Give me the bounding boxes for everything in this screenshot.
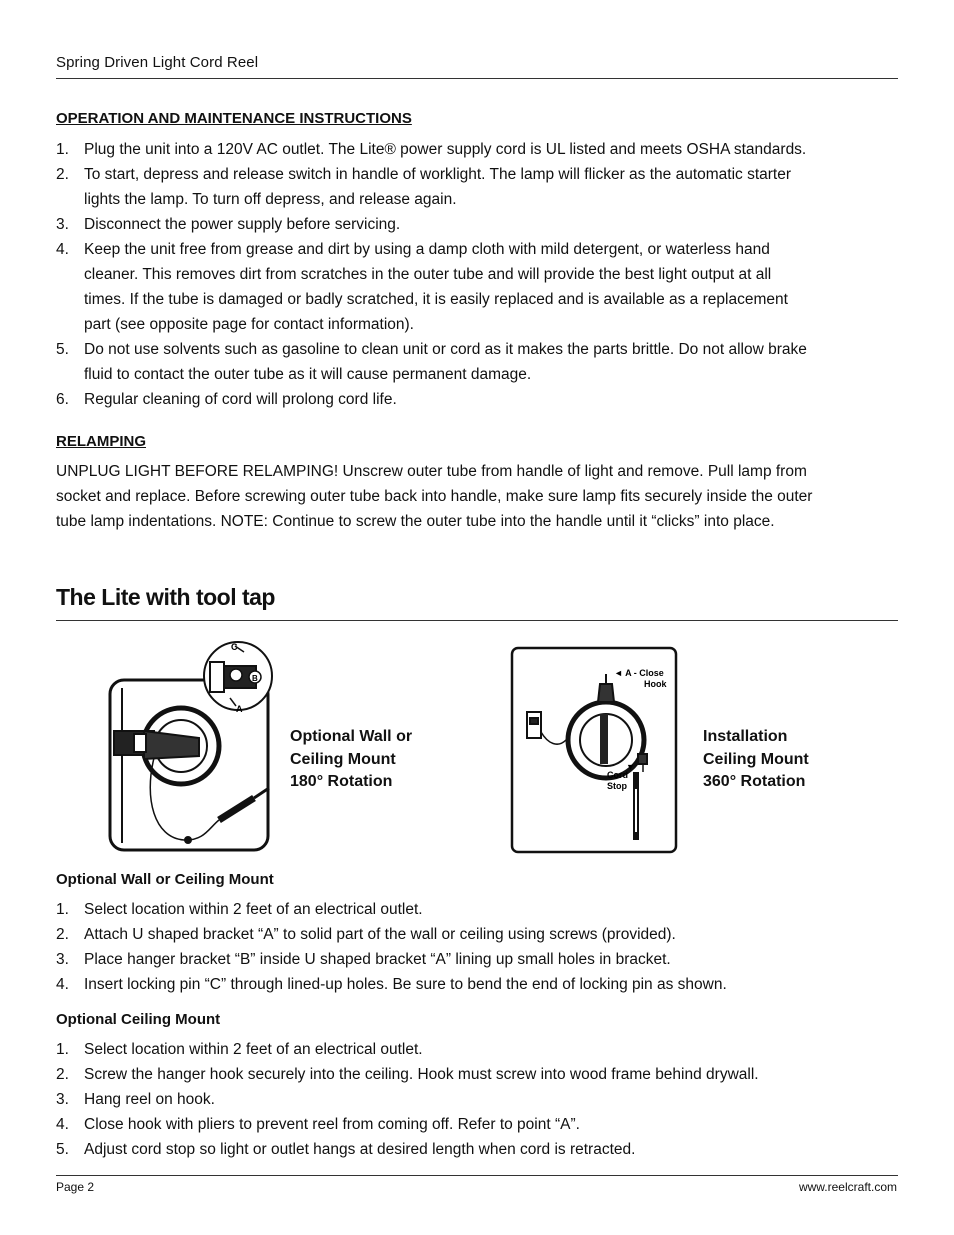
right-figure-caption (703, 726, 809, 794)
left-caption-line-3: 180° Rotation (290, 773, 393, 790)
step-text-line: Disconnect the power supply before servicing. (84, 216, 401, 233)
step-number: 1. (56, 141, 69, 158)
ceiling-mount-step-2 (56, 1062, 886, 1087)
step-number: 2. (56, 166, 69, 183)
ceiling-mount-step-3 (56, 1087, 886, 1112)
label-c: C (231, 642, 238, 652)
step-text-line: Select location within 2 feet of an electrical outlet. (84, 1041, 423, 1058)
step-text-line: cleaner. This removes dirt from scratches in the outer tube and will provide the best light output at all (84, 266, 772, 283)
left-caption-line-2: Ceiling Mount (290, 750, 396, 768)
header-rule (56, 78, 898, 79)
relamping-line: UNPLUG LIGHT BEFORE RELAMPING! Unscrew outer tube from handle of light and remove. Pull lamp from (56, 463, 807, 480)
step-text-line: Screw the hanger hook securely into the ceiling. Hook must screw into wood frame behind drywall. (84, 1066, 759, 1083)
label-cord: Cord (607, 770, 628, 780)
step-text-line: Hang reel on hook. (84, 1091, 215, 1108)
label-close-hook-a: ◄ A - Close (614, 668, 664, 678)
hanger-hook (598, 684, 614, 702)
step-number: 2. (56, 1066, 69, 1083)
step-text-line: Do not use solvents such as gasoline to clean unit or cord as it makes the parts brittle. Do not allow brake (84, 341, 807, 358)
step-number: 4. (56, 976, 69, 993)
operation-step-6 (56, 387, 886, 412)
label-stop: Stop (607, 781, 627, 791)
ceiling-mount-step-1 (56, 1037, 886, 1062)
right-caption-line-2: Ceiling Mount (703, 750, 809, 768)
step-number: 4. (56, 1116, 69, 1133)
step-text-line: To start, depress and release switch in handle of worklight. The lamp will flicker as the automatic starter (84, 166, 792, 183)
step-text-line: lights the lamp. To turn off depress, and release again. (84, 191, 457, 208)
left-caption-line-1: Optional Wall or (290, 728, 413, 745)
right-caption-line-3: 360° Rotation (703, 773, 806, 790)
step-text-line: part (see opposite page for contact information). (84, 316, 414, 333)
relamping-line: socket and replace. Before screwing outer tube back into handle, make sure lamp fits securely inside the outer (56, 488, 813, 505)
document-header-title: Spring Driven Light Cord Reel (56, 54, 259, 71)
relamping-text (56, 459, 886, 534)
section-title: The Lite with tool tap (56, 584, 275, 610)
step-text-line: Insert locking pin “C” through lined-up holes. Be sure to bend the end of locking pin as shown. (84, 976, 727, 993)
step-number: 1. (56, 1041, 69, 1058)
wall-mount-step-2 (56, 922, 886, 947)
wall-mount-heading: Optional Wall or Ceiling Mount (56, 871, 274, 888)
step-text-line: Keep the unit free from grease and dirt by using a damp cloth with mild detergent, or waterless hand (84, 241, 770, 258)
wall-mount-step-1 (56, 897, 886, 922)
label-b: B (252, 674, 258, 683)
ceiling-mount-step-5 (56, 1137, 886, 1162)
operation-step-4 (56, 237, 886, 337)
step-number: 1. (56, 901, 69, 918)
step-text-line: Plug the unit into a 120V AC outlet. The Lite® power supply cord is UL listed and meets OSHA standards. (84, 141, 807, 158)
cord-stop (638, 754, 647, 764)
step-number: 3. (56, 1091, 69, 1108)
operation-step-3 (56, 212, 886, 237)
wall-mount-reel-illustration (104, 628, 294, 854)
operation-steps-list (56, 137, 886, 412)
label-close-hook-b: Hook (644, 679, 667, 689)
step-text-line: Attach U shaped bracket “A” to solid part of the wall or ceiling using screws (provided). (84, 926, 676, 943)
section-title-rule (56, 620, 898, 621)
cord-stop-arrow: ▼ (626, 762, 635, 772)
website-url: www.reelcraft.com (798, 1180, 897, 1194)
step-text-line: Close hook with pliers to prevent reel from coming off. Refer to point “A”. (84, 1116, 580, 1133)
page-number: Page 2 (56, 1180, 95, 1194)
step-number: 6. (56, 391, 69, 408)
step-number: 3. (56, 951, 69, 968)
operation-step-5 (56, 337, 886, 387)
operation-step-1 (56, 137, 886, 162)
work-light-handle (219, 798, 254, 820)
step-number: 2. (56, 926, 69, 943)
step-text-line: Adjust cord stop so light or outlet hangs at desired length when cord is retracted. (84, 1141, 636, 1158)
operation-heading: OPERATION AND MAINTENANCE INSTRUCTIONS (56, 110, 412, 127)
ceiling-mount-reel-illustration (508, 644, 680, 856)
footer-rule (56, 1175, 898, 1176)
step-text-line: fluid to contact the outer tube as it will cause permanent damage. (84, 366, 532, 383)
step-text-line: Regular cleaning of cord will prolong cord life. (84, 391, 397, 408)
step-text-line: Select location within 2 feet of an electrical outlet. (84, 901, 423, 918)
ceiling-mount-heading: Optional Ceiling Mount (56, 1011, 221, 1028)
relamping-line: tube lamp indentations. NOTE: Continue to screw the outer tube into the handle until it “clicks” into place. (56, 513, 775, 530)
wall-mount-step-3 (56, 947, 886, 972)
step-number: 3. (56, 216, 69, 233)
step-number: 5. (56, 341, 69, 358)
step-number: 4. (56, 241, 69, 258)
step-text-line: Place hanger bracket “B” inside U shaped bracket “A” lining up small holes in bracket. (84, 951, 671, 968)
label-a: A (236, 704, 243, 714)
right-caption-line-1: Installation (703, 728, 788, 745)
ceiling-mount-steps-list (56, 1037, 886, 1162)
wall-mount-steps-list (56, 897, 886, 997)
relamping-heading: RELAMPING (56, 433, 146, 450)
wall-mount-step-4 (56, 972, 886, 997)
left-figure-caption (290, 726, 412, 794)
step-text-line: times. If the tube is damaged or badly scratched, it is easily replaced and is available as a replacement (84, 291, 788, 308)
operation-step-2 (56, 162, 886, 212)
ceiling-mount-step-4 (56, 1112, 886, 1137)
step-number: 5. (56, 1141, 69, 1158)
